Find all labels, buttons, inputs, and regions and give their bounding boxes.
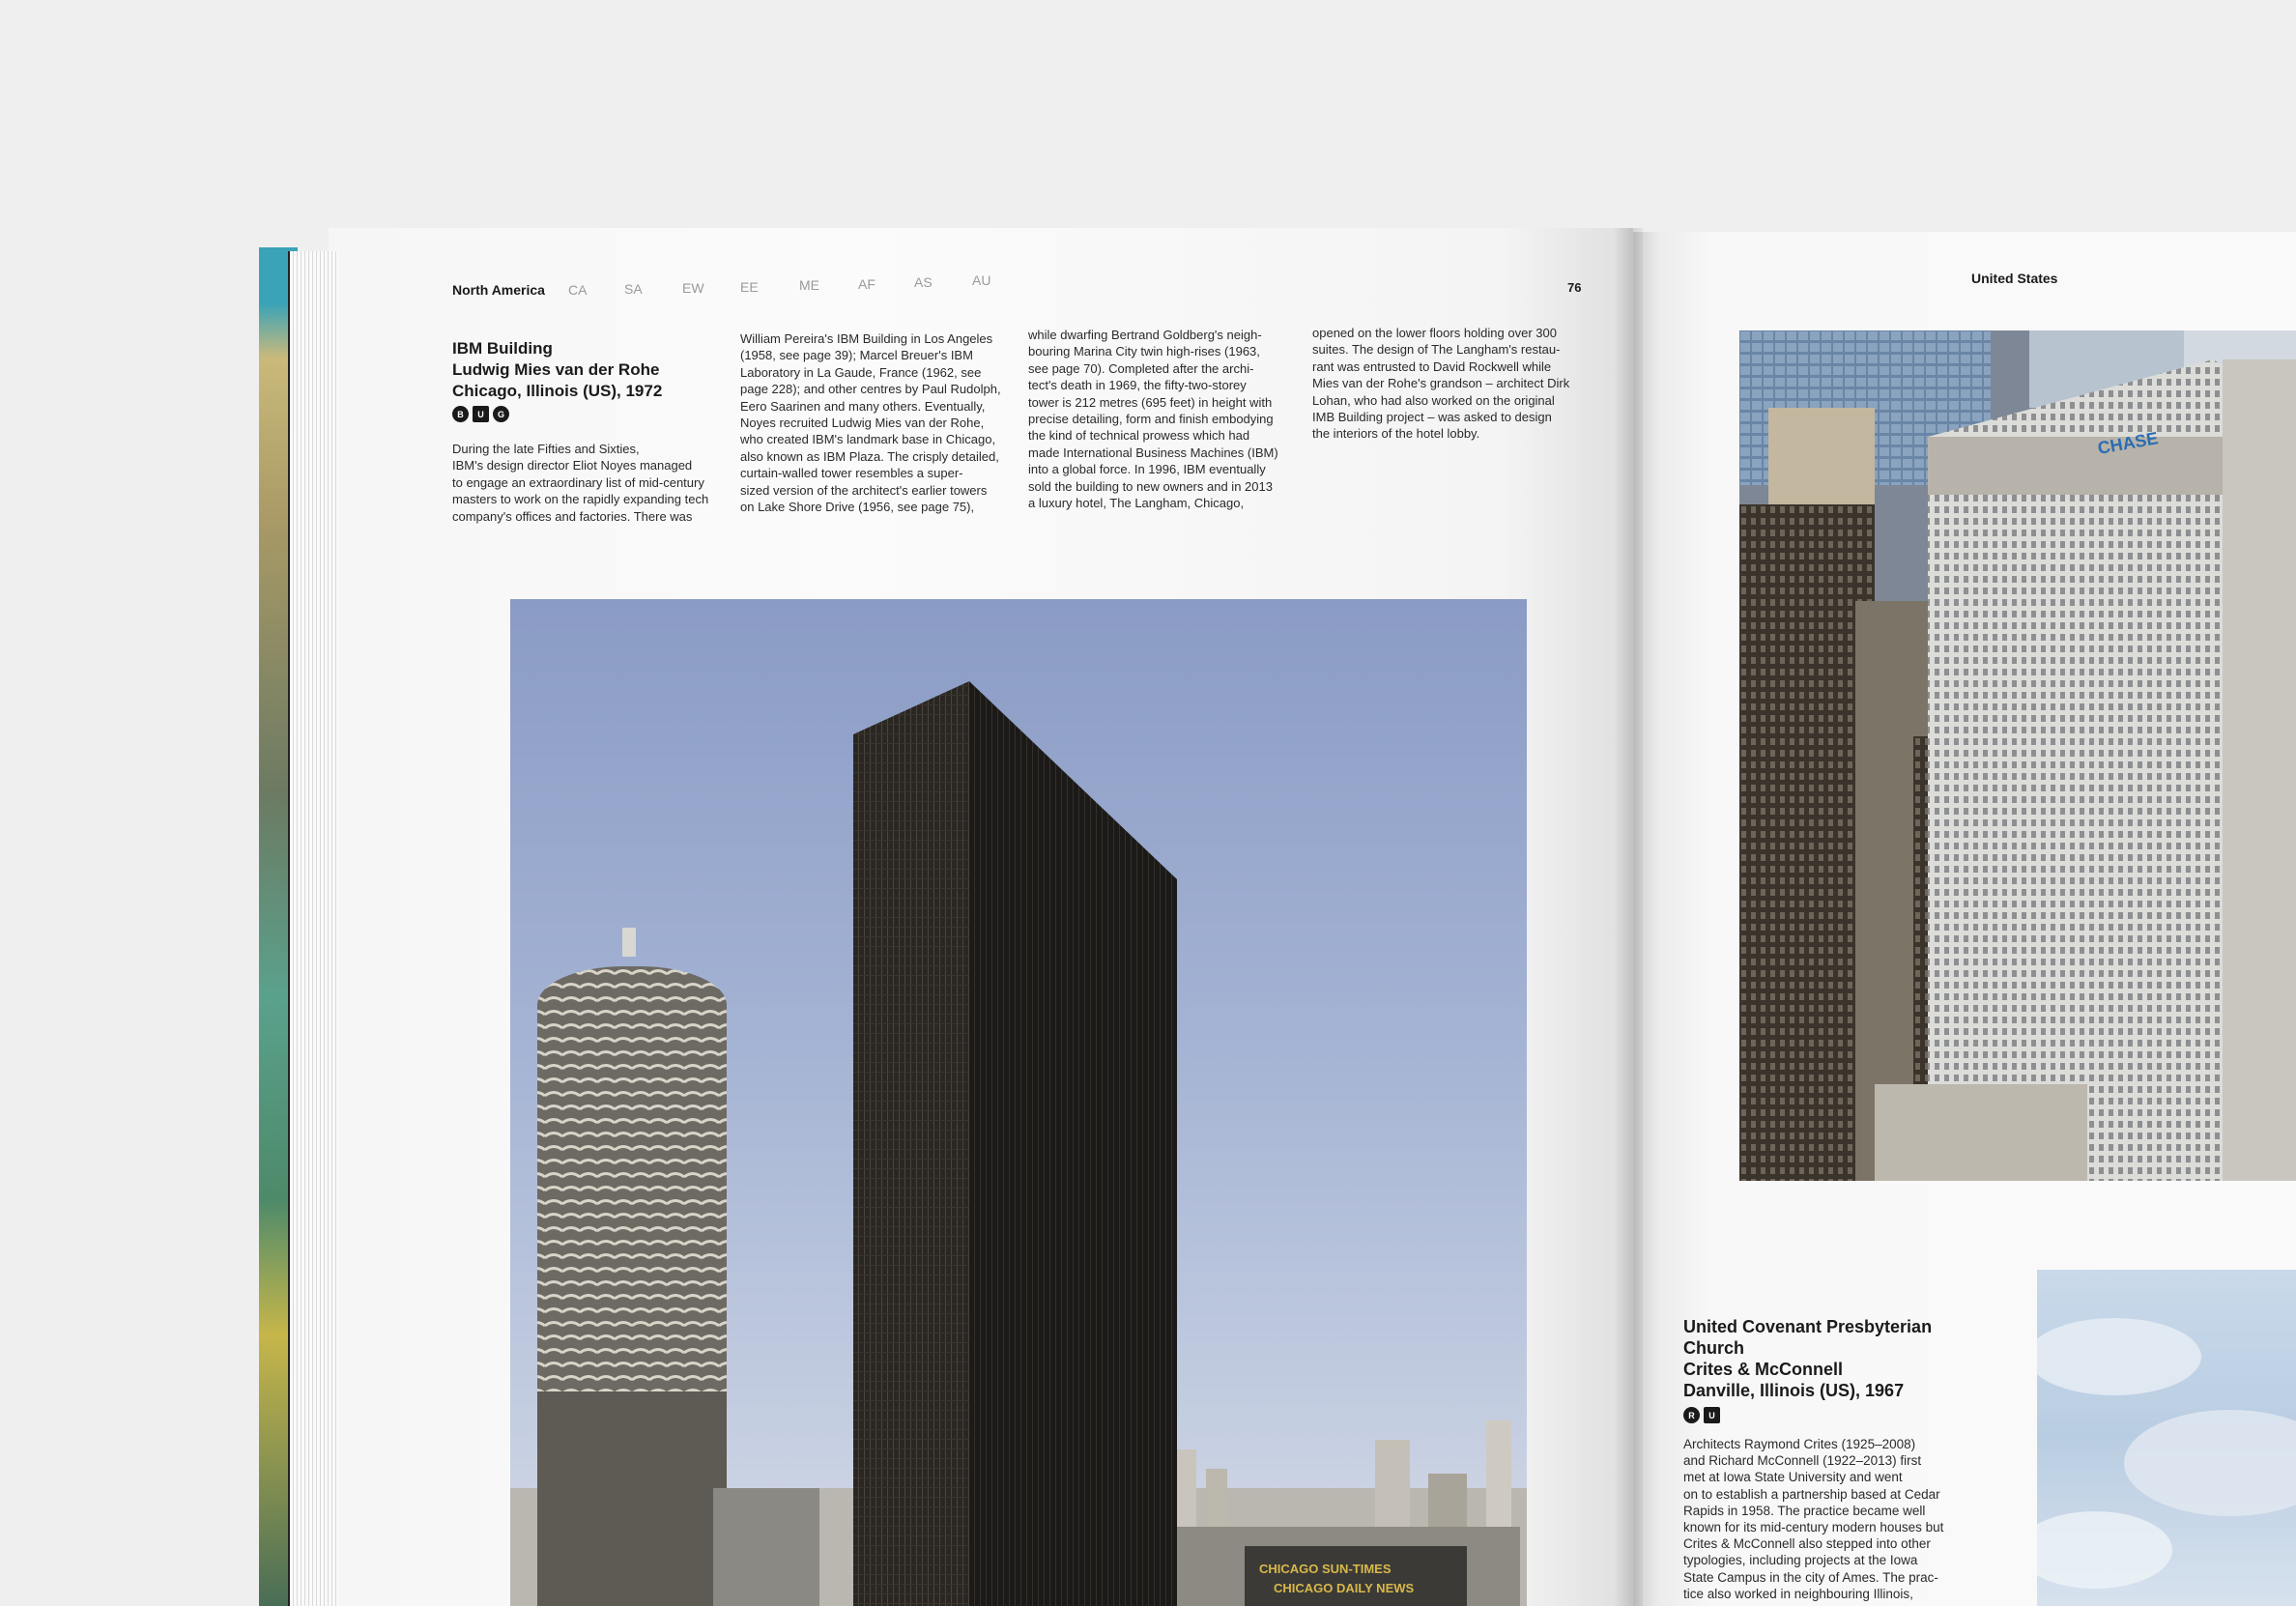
text-line: while dwarfing Bertrand Goldberg's neigh- (1028, 328, 1262, 342)
nav-code: SA (624, 281, 643, 297)
text-line: Noyes recruited Ludwig Mies van der Rohe, (740, 416, 985, 431)
text-column-2 (740, 330, 1025, 515)
entry2-title-line: Church (1683, 1338, 1744, 1358)
text-line: who created IBM's landmark base in Chicago, (740, 432, 996, 447)
text-line: and Richard McConnell (1922–2013) first (1683, 1453, 1922, 1469)
nav-code: ME (799, 277, 819, 293)
text-line: Laboratory in La Gaude, France (1962, see (740, 364, 982, 380)
entry2-title (1683, 1316, 1932, 1401)
sun-times-sign: CHICAGO SUN-TIMES (1259, 1562, 1392, 1576)
spine-shadow (1614, 228, 1643, 1606)
text-line: made International Business Machines (IBM) (1028, 445, 1278, 460)
text-line: Mies van der Rohe's grandson – architect Dirk (1312, 376, 1570, 391)
tag-badge: B (452, 406, 469, 422)
text-line: to engage an extraordinary list of mid-century (452, 474, 704, 490)
text-line: page 228); and other centres by Paul Rudolph, (740, 382, 1001, 397)
text-line: suites. The design of The Langham's restau- (1312, 342, 1561, 358)
church-photo (2037, 1270, 2296, 1606)
chase-tower-photo (1739, 330, 2296, 1181)
text-line: Crites & McConnell also stepped into other (1683, 1536, 1931, 1552)
text-line: the kind of technical prowess which had (1028, 428, 1250, 444)
page-number: 76 (1567, 280, 1582, 295)
entry2-text (1683, 1436, 1943, 1602)
tag-badge: U (1704, 1407, 1720, 1423)
text-line: company's offices and factories. There was (452, 508, 693, 524)
chase-sign: CHASE (2096, 428, 2160, 458)
entry-title-line: Ludwig Mies van der Rohe (452, 360, 660, 379)
text-line: tower is 212 metres (695 feet) in height with (1028, 394, 1273, 410)
text-line: Lohan, who had also worked on the original (1312, 392, 1555, 408)
text-line: met at Iowa State University and went (1683, 1470, 1903, 1485)
text-line: also known as IBM Plaza. The crisply detailed, (740, 448, 999, 464)
nav-code: EW (682, 280, 704, 296)
tag-badge: R (1683, 1407, 1700, 1423)
text-line: (1958, see page 39); Marcel Breuer's IBM (740, 348, 973, 363)
nav-code: EE (740, 279, 759, 295)
text-line: bouring Marina City twin high-rises (1963, (1028, 344, 1260, 359)
text-line: the interiors of the hotel lobby. (1312, 426, 1480, 442)
entry-title-line: Chicago, Illinois (US), 1972 (452, 382, 663, 400)
text-line: Rapids in 1958. The practice became well (1683, 1503, 1926, 1518)
region-label: North America (452, 282, 545, 298)
text-line: William Pereira's IBM Building in Los Angeles (740, 331, 993, 346)
entry-tags (452, 406, 509, 422)
text-line: tect's death in 1969, the fifty-two-storey (1028, 378, 1247, 393)
nav-code: AU (972, 272, 991, 288)
text-line: typologies, including projects at the Iowa (1683, 1553, 1918, 1568)
daily-news-sign: CHICAGO DAILY NEWS (1274, 1581, 1415, 1595)
text-line: see page 70). Completed after the archi- (1028, 360, 1254, 376)
page-stack (288, 251, 338, 1606)
text-line: precise detailing, form and finish embodying (1028, 412, 1274, 427)
entry-title-line: IBM Building (452, 339, 553, 358)
entry2-title-line: Crites & McConnell (1683, 1360, 1844, 1379)
text-line: into a global force. In 1996, IBM eventually (1028, 462, 1266, 477)
text-column-3 (1028, 327, 1313, 511)
entry2-title-line: Danville, Illinois (US), 1967 (1683, 1381, 1905, 1400)
text-line: sized version of the architect's earlier towers (740, 482, 988, 498)
text-line: curtain-walled tower resembles a super- (740, 466, 963, 481)
entry-title (452, 338, 662, 402)
nav-code: CA (568, 282, 588, 298)
text-line: IBM's design director Eliot Noyes managed (452, 458, 693, 473)
text-line: IMB Building project – was asked to design (1312, 410, 1552, 425)
text-column-4 (1312, 325, 1597, 443)
text-line: Architects Raymond Crites (1925–2008) (1683, 1437, 1916, 1451)
text-column-1 (452, 441, 737, 525)
text-line: opened on the lower floors holding over 300 (1312, 326, 1557, 340)
text-line: sold the building to new owners and in 2013 (1028, 478, 1273, 494)
text-line: State Campus in the city of Ames. The prac- (1683, 1569, 1938, 1585)
tag-badge: U (473, 406, 489, 422)
text-line: Eero Saarinen and many others. Eventually, (740, 398, 986, 414)
nav-code: AS (914, 274, 933, 290)
text-line: During the late Fifties and Sixties, (452, 442, 640, 456)
text-line: on to establish a partnership based at Cedar (1683, 1486, 1940, 1502)
tag-badge: G (493, 406, 509, 422)
entry2-tags (1683, 1407, 1720, 1423)
text-line: tice also worked in neighbouring Illinois, (1683, 1586, 1913, 1601)
ibm-building-photo (510, 599, 1527, 1606)
text-line: known for its mid-century modern houses but (1683, 1520, 1944, 1535)
entry2-title-line: United Covenant Presbyterian (1683, 1317, 1933, 1336)
text-line: rant was entrusted to David Rockwell while (1312, 358, 1552, 374)
text-line: on Lake Shore Drive (1956, see page 75), (740, 500, 975, 515)
text-line: a luxury hotel, The Langham, Chicago, (1028, 496, 1245, 511)
right-page-header: United States (1971, 271, 2058, 286)
nav-code: AF (858, 276, 875, 292)
text-line: masters to work on the rapidly expanding tech (452, 492, 709, 507)
